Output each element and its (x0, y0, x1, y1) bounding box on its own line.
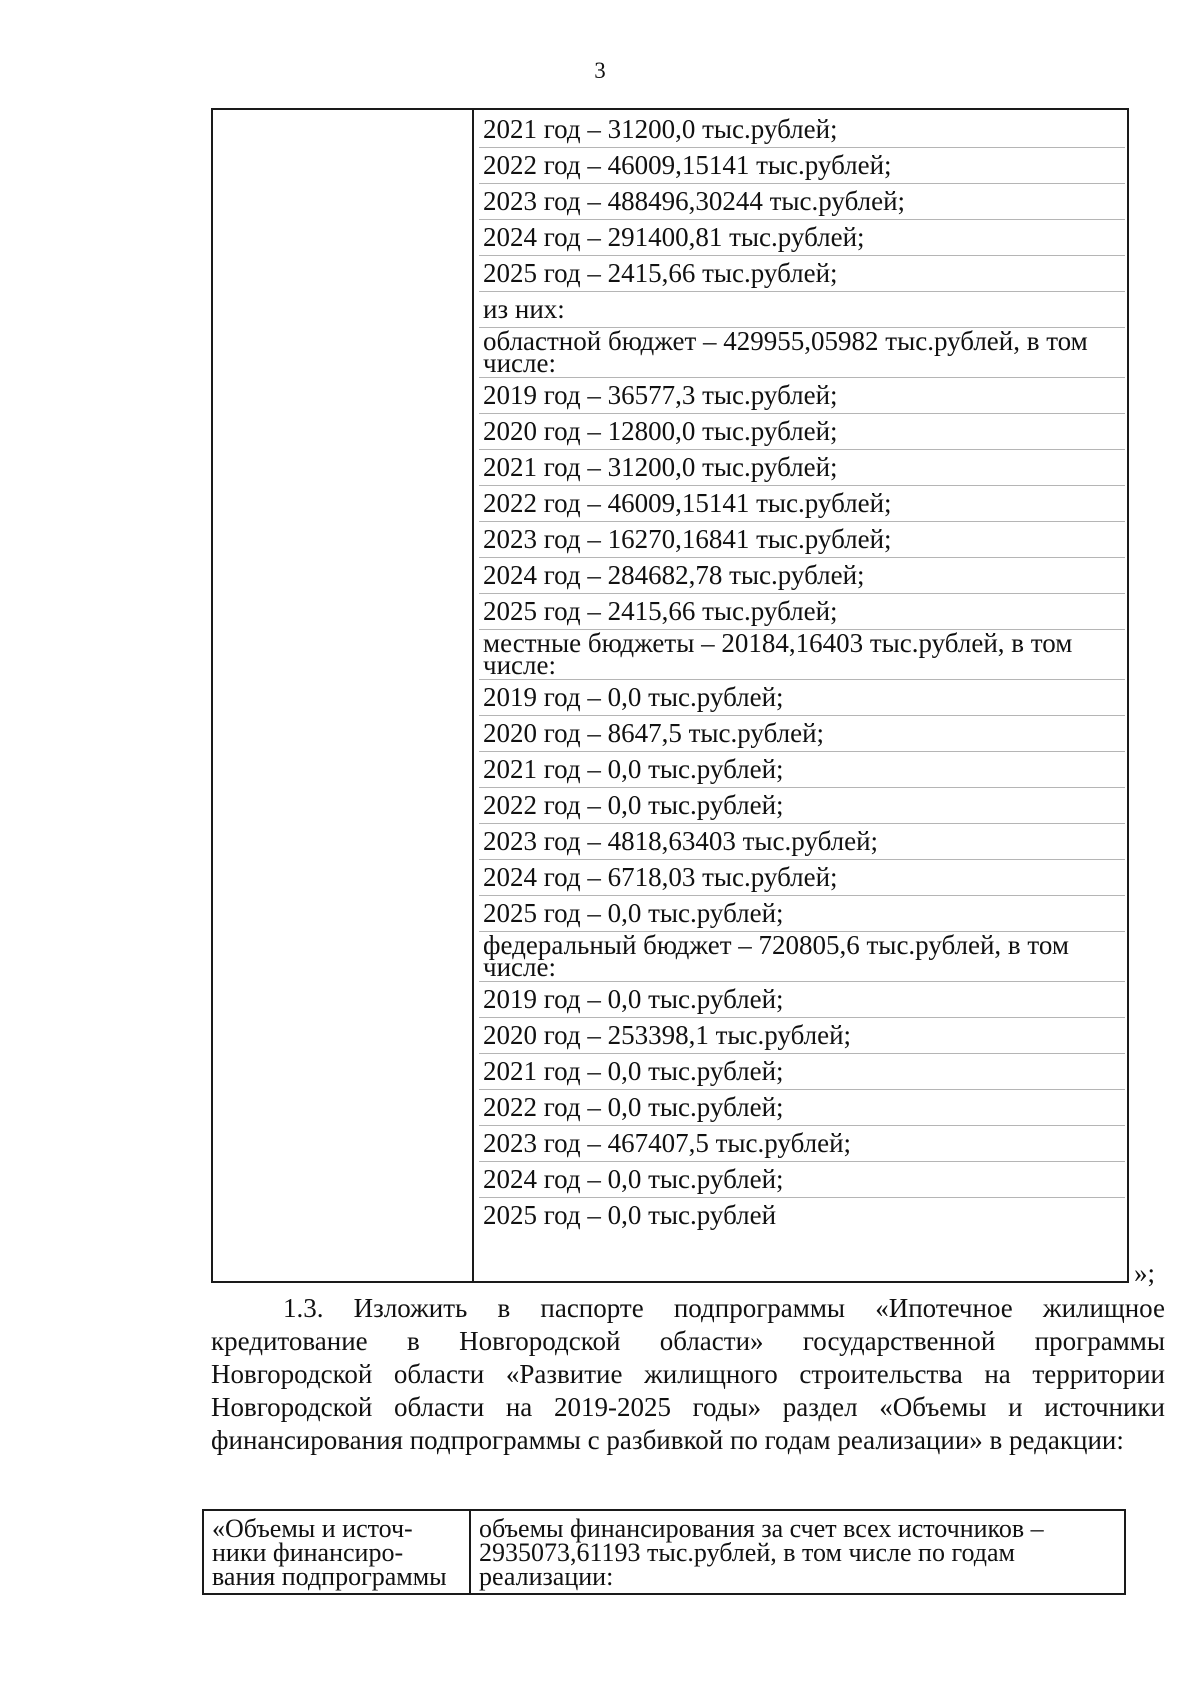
subprogram-label-cell (212, 1514, 464, 1591)
financing-line: 2025 год – 2415,66 тыс.рублей; (479, 256, 1125, 292)
financing-line: 2020 год – 8647,5 тыс.рублей; (479, 716, 1125, 752)
financing-line: 2020 год – 12800,0 тыс.рублей; (479, 414, 1125, 450)
financing-line: 2021 год – 31200,0 тыс.рублей; (479, 450, 1125, 486)
closing-quote: »; (1134, 1258, 1156, 1288)
financing-line: 2021 год – 31200,0 тыс.рублей; (479, 112, 1125, 148)
financing-line: 2025 год – 0,0 тыс.рублей (483, 1200, 777, 1230)
financing-line: 2021 год – 0,0 тыс.рублей; (479, 752, 1125, 788)
financing-line: 2024 год – 291400,81 тыс.рублей; (479, 220, 1125, 256)
budget-heading-local: местные бюджеты – 20184,16403 тыс.рублей, в том числе: (479, 630, 1125, 680)
financing-line: 2021 год – 0,0 тыс.рублей; (479, 1054, 1125, 1090)
financing-line: 2025 год – 0,0 тыс.рублей; (479, 896, 1125, 932)
financing-line: 2022 год – 0,0 тыс.рублей; (479, 788, 1125, 824)
financing-line: 2019 год – 0,0 тыс.рублей; (479, 982, 1125, 1018)
financing-line: 2022 год – 46009,15141 тыс.рублей; (479, 148, 1125, 184)
financing-line: 2022 год – 0,0 тыс.рублей; (479, 1090, 1125, 1126)
financing-line: 2023 год – 467407,5 тыс.рублей; (479, 1126, 1125, 1162)
page-number: 3 (594, 58, 606, 83)
label-line: «Объемы и источ- (212, 1514, 413, 1543)
financing-line: 2024 год – 0,0 тыс.рублей; (479, 1162, 1125, 1198)
financing-line: из них: (479, 292, 1125, 328)
subprogram-table (202, 1509, 1126, 1595)
financing-lines (479, 112, 1125, 1233)
amendment-paragraph: 1.3. Изложить в паспорте подпрограммы «Ипотечное жилищное кредитование в Новгородской области» государственной программы Новгородской области «Развитие жилищного строительства на территории Новгородской области на 2019-2025 годы» раздел «Объемы и источники финансирования подпрограммы с разбивкой по годам реализации» в редакции: (211, 1293, 1165, 1455)
financing-line: 2024 год – 284682,78 тыс.рублей; (479, 558, 1125, 594)
financing-line: 2023 год – 488496,30244 тыс.рублей; (479, 184, 1125, 220)
label-line: ники финансиро- (212, 1538, 404, 1567)
financing-line: 2024 год – 6718,03 тыс.рублей; (479, 860, 1125, 896)
budget-heading-federal: федеральный бюджет – 720805,6 тыс.рублей, в том числе: (479, 932, 1125, 982)
financing-line: 2019 год – 0,0 тыс.рублей; (479, 680, 1125, 716)
value-line: объемы финансирования за счет всех источников – (479, 1514, 1044, 1543)
table-column-divider (469, 1511, 471, 1593)
table-column-divider (472, 110, 474, 1281)
value-line: 2935073,61193 тыс.рублей, в том числе по годам (479, 1538, 1015, 1567)
financing-line: 2019 год – 36577,3 тыс.рублей; (479, 378, 1125, 414)
label-line: вания подпрограммы (212, 1562, 447, 1591)
financing-table (211, 108, 1129, 1283)
budget-heading-regional: областной бюджет – 429955,05982 тыс.рублей, в том числе: (479, 328, 1125, 378)
financing-line: 2022 год – 46009,15141 тыс.рублей; (479, 486, 1125, 522)
financing-line: 2020 год – 253398,1 тыс.рублей; (479, 1018, 1125, 1054)
financing-line: 2025 год – 2415,66 тыс.рублей; (479, 594, 1125, 630)
financing-line: 2023 год – 4818,63403 тыс.рублей; (479, 824, 1125, 860)
value-line: реализации: (479, 1562, 614, 1591)
subprogram-value-cell (479, 1514, 1119, 1591)
financing-line: 2023 год – 16270,16841 тыс.рублей; (479, 522, 1125, 558)
